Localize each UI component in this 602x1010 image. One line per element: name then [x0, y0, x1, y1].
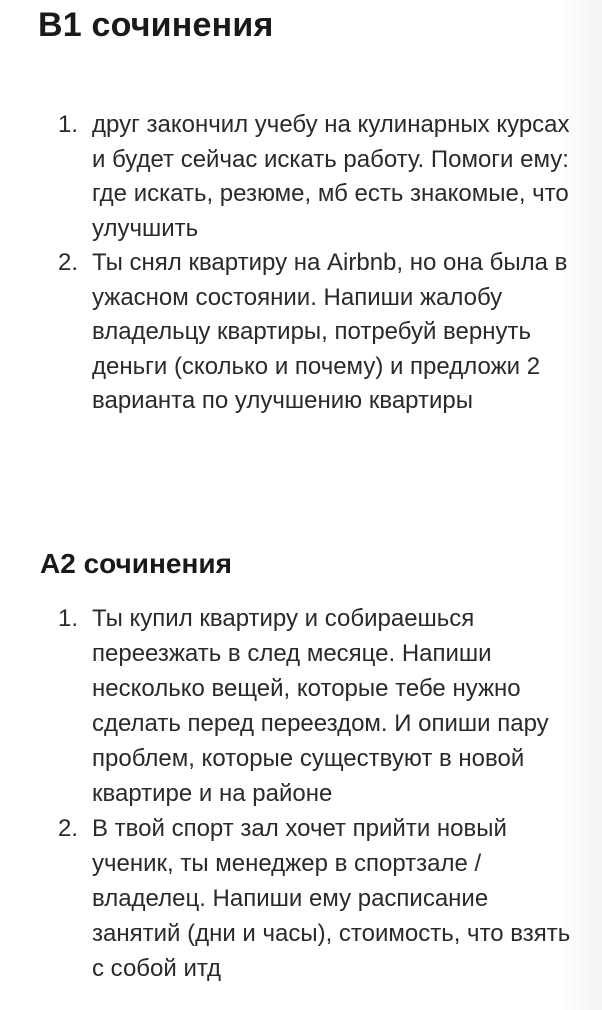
list-item-number: 2.	[58, 815, 79, 842]
task-list-a2	[0, 601, 600, 986]
list-item-text: Ты снял квартиру на Airbnb, но она была в ужасном состоянии. Напиши жалобу владельцу квартиры, потребуй вернуть деньги (сколько и почему) и предложи 2 варианта по улучшению квартиры	[92, 249, 568, 414]
list-item-number: 1.	[58, 605, 79, 632]
section-heading-a2: A2 сочинения	[40, 548, 232, 579]
list-item	[0, 601, 600, 811]
list-item-text: друг закончил учебу на кулинарных курсах и будет сейчас искать работу. Помоги ему: где искать, резюме, мб есть знакомые, что улучшить	[92, 111, 570, 242]
list-item	[0, 811, 600, 986]
task-list-b1	[0, 108, 600, 419]
list-item-number: 1.	[58, 111, 79, 138]
list-item-text: В твой спорт зал хочет прийти новый ученик, ты менеджер в спортзале / владелец. Напиши ему расписание занятий (дни и часы), стоимость, что взять с собой итд	[92, 815, 571, 982]
list-item	[0, 246, 600, 419]
section-heading-b1: B1 сочинения	[38, 6, 274, 44]
list-item-text: Ты купил квартиру и собираешься переезжать в след месяце. Напиши несколько вещей, которые тебе нужно сделать перед переездом. И опиши пару проблем, которые существуют в новой квартире и на районе	[92, 605, 549, 807]
list-item-number: 2.	[58, 249, 79, 276]
list-item	[0, 108, 600, 246]
